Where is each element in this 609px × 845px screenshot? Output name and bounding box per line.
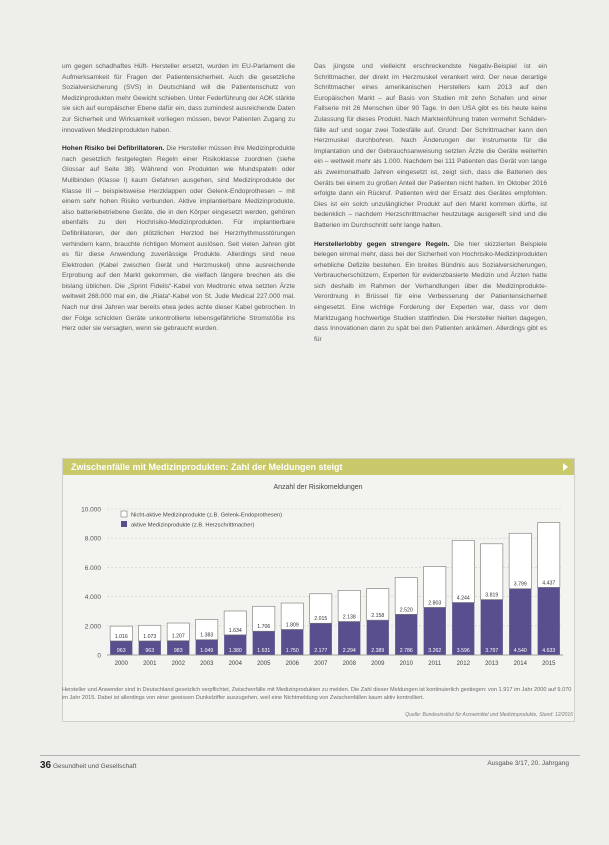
footer-divider <box>40 755 580 756</box>
right-text-column <box>314 62 547 345</box>
subheading: Hohen Risiko bei Defibrillatoren. <box>62 145 165 153</box>
footer-right: Ausgabe 3/17, 20. Jahrgang <box>487 760 569 767</box>
x-tick-label: 2004 <box>228 661 242 667</box>
data-label-nonactive: 2.520 <box>399 607 413 614</box>
chart-title: Anzahl der Risikomeldungen <box>273 484 363 491</box>
x-tick-label: 2012 <box>456 661 470 667</box>
data-label-active: 1.631 <box>257 648 271 654</box>
legend-swatch-active <box>121 521 127 527</box>
paragraph-text: Die Hersteller müssen ihre Medizinprodukte nach gesetzlich festgelegten Regeln einer Risikoklasse zuordnen (siehe Glossar auf Seite 38). Während von Produkten wie Mundspateln oder Mullbinden (Klasse I) kaum Gefahren ausgehen, sind Medizinprodukte der Klasse III – beispielsweise Herzklappen oder Gelenk-Endoprothesen – mit einem sehr hohen Risiko verbunden. Aktive implantierbare Medizinprodukte, also batteriebetriebene Geräte, die in den Körper eingesetzt werden, gehören ebenfalls zu den Hochrisiko-Medizinprodukten. Für implantierbare Defibrillatoren, der den plötzlichen Herztod bei Herzrhythmusstörungen verhindern kann, brauchte richtigen Moment auslösen. Seit vielen Jahren gibt es für diese Anwendung zuverlässige Produkte. Allerdings sind neue Elektroden (Kabel zwischen Gerät und Herzmuskel) ohne ausreichende Erprobung auf den Markt gekommen, die vielfach längere brechen als die bislang üblichen. Die „Sprint Fidelis“-Kabel von Medtronic etwa setzten Ärzte weltweit 268.000 mal ein, die „Riata“-Kabel von St. Jude Medical 227.000 mal. Nach nur drei Jahren war bereits etwa jedes achte dieser Kabel gebrochen. In der Folge schickten Geräte unkontrollierte lebensgefährliche Stromstöße ins Herz oder sie versagten, wenn sie gebraucht wurden. <box>62 145 296 333</box>
y-tick-label: 4.000 <box>84 594 101 602</box>
legend-label-active: aktive Medizinprodukte (z.B. Herzschrittmacher) <box>131 522 255 529</box>
y-tick-label: 10.000 <box>81 506 101 514</box>
arrow-right-icon <box>563 463 568 471</box>
chart-panel <box>62 458 575 722</box>
legend-label-nonactive: Nicht-aktive Medizinprodukte (z.B. Gelenk-Endoprothesen) <box>131 512 283 519</box>
data-label-nonactive: 4.437 <box>542 580 556 587</box>
panel-title <box>63 459 574 475</box>
bar-nonactive-2013 <box>481 544 503 600</box>
data-label-nonactive: 2.015 <box>314 616 328 623</box>
data-label-active: 4.633 <box>542 648 556 654</box>
x-tick-label: 2009 <box>371 661 385 667</box>
x-tick-label: 2003 <box>200 661 214 667</box>
left-text-column <box>62 62 295 335</box>
data-label-nonactive: 1.073 <box>143 633 157 640</box>
data-label-active: 963 <box>145 648 155 654</box>
bar-nonactive-2012 <box>452 541 474 603</box>
source-note: Quelle: Bundesinstitut für Arzneimittel und Medizinprodukte, Stand: 12/2016 <box>405 712 573 718</box>
chart-caption <box>62 686 573 702</box>
data-label-nonactive: 1.383 <box>200 632 214 639</box>
x-tick-label: 2014 <box>513 661 527 667</box>
x-tick-label: 2005 <box>257 661 271 667</box>
paragraph: um gegen schadhaftes Hüft- Hersteller ersetzt, wurden im EU-Parlament die Aufmerksamkeit für Fragen der Patientensicherheit. Auch die gesetzliche Sozialversicherung (SVS) in Deutschland will die Patientenschutz von Medizinprodukten mehr Gewicht schieben. Unter Federführung der AOK stärkte sie sich auf europäischer Ebene dafür ein, dass zumindest ausreichende Daten zur Sicherheit und Wirksamkeit vorliegen müssen, bevor Patienten Zugang zu innovativen Medizinprodukten haben. <box>62 63 295 134</box>
data-label-active: 2.389 <box>371 648 385 654</box>
data-label-active: 1.750 <box>285 648 299 654</box>
subheading: Herstellerlobby gegen strengere Regeln. <box>314 240 450 248</box>
y-tick-label: 0 <box>97 652 101 660</box>
data-label-nonactive: 3.819 <box>485 592 499 599</box>
data-label-nonactive: 1.016 <box>114 633 128 640</box>
y-tick-label: 8.000 <box>84 535 101 543</box>
panel-title-text: Zwischenfälle mit Medizinprodukten: Zahl der Meldungen steigt <box>71 462 343 472</box>
data-label-active: 3.596 <box>456 648 470 654</box>
paragraph <box>314 240 547 346</box>
data-label-nonactive: 2.158 <box>371 613 385 620</box>
bar-active-2013 <box>481 600 503 655</box>
data-label-active: 2.294 <box>342 648 356 654</box>
x-tick-label: 2008 <box>342 661 356 667</box>
bar-active-2015 <box>538 587 560 655</box>
x-tick-label: 2010 <box>399 661 413 667</box>
data-label-nonactive: 2.138 <box>342 614 356 621</box>
data-label-active: 3.797 <box>485 648 499 654</box>
bar-chart <box>63 475 574 685</box>
x-tick-label: 2011 <box>428 661 442 667</box>
data-label-nonactive: 1.809 <box>285 622 299 629</box>
y-tick-label: 6.000 <box>84 564 101 572</box>
x-tick-label: 2006 <box>285 661 299 667</box>
data-label-active: 983 <box>173 648 183 654</box>
publication-name: Gesundheit und Gesellschaft <box>52 763 137 770</box>
data-label-nonactive: 2.803 <box>428 600 442 607</box>
paragraph-text: Die hier skizzierten Beispiele belegen einmal mehr, dass bei der Sicherheit von Hochrisiko-Medizinprodukten erhebliche Defizite bestehen. Ein breites Bündnis aus Sozialversicherungen, Verbraucherschützern, Experten für evidenzbasierte Medizin und Ärzten hatte sich deshalb im Rahmen der Verhandlungen über die Medizinprodukte-Verordnung in Brüssel für eine Verbesserung der Patientensicherheit eingesetzt. Eine wichtige Forderung der Experten war, dass vor dem Marktzugang hochwertige Studien stattfinden. Die Hersteller hielten dagegen, dass Innovationen dann zu spät bei den Patienten ankämen. Allerdings gibt es für <box>314 240 547 343</box>
x-tick-label: 2015 <box>542 661 556 667</box>
data-label-active: 2.177 <box>314 648 328 654</box>
page-number: 36 <box>40 760 52 771</box>
data-label-active: 1.049 <box>200 648 214 654</box>
x-tick-label: 2000 <box>114 661 128 667</box>
footer-left <box>40 760 136 771</box>
bar-active-2014 <box>509 589 531 655</box>
data-label-nonactive: 3.799 <box>513 581 527 588</box>
data-label-nonactive: 1.706 <box>257 624 271 631</box>
legend-swatch-nonactive <box>121 511 127 517</box>
paragraph <box>62 144 295 335</box>
data-label-active: 4.540 <box>513 648 527 654</box>
bar-nonactive-2015 <box>538 523 560 588</box>
y-tick-label: 2.000 <box>84 623 101 631</box>
data-label-active: 3.262 <box>428 648 442 654</box>
x-tick-label: 2002 <box>171 661 185 667</box>
bar-nonactive-2014 <box>509 533 531 588</box>
data-label-active: 1.380 <box>228 648 242 654</box>
caption-text: Hersteller und Anwender sind in Deutschland gesetzlich verpflichtet, Zwischenfälle mit Medizinprodukten zu melden. Die Zahl dieser Meldungen ist kontinuierlich gestiegen: von 1.917 im Jahr 2000 auf 9.070 im Jahr 2015. Dabei ist allerdings von einer gewissen Dunkelziffer auszugehen, weil eine Nichtmeldung von Zwischenfällen kaum aktiv kontrolliert. <box>62 687 572 701</box>
data-label-nonactive: 1.207 <box>171 633 185 640</box>
data-label-nonactive: 1.634 <box>228 627 242 634</box>
x-tick-label: 2013 <box>485 661 499 667</box>
data-label-active: 2.786 <box>399 648 413 654</box>
data-label-nonactive: 4.244 <box>456 595 470 602</box>
x-tick-label: 2007 <box>314 661 328 667</box>
x-tick-label: 2001 <box>143 661 157 667</box>
paragraph: Das jüngste und vielleicht erschreckendste Negativ-Beispiel ist ein Schrittmacher, der direkt im Herzmuskel verankert wird. Der neue derartige Schrittmacher eines amerikanischen Herstellers kam 2013 auf den Europäischen Markt – auf Basis von Studien mit zehn Schafen und einer Fallserie mit 26 Menschen über 90 Tage. In den USA gibt es bis heute keine Zulassung für dieses Produkt. Nach Markteinführung traten vermehrt Schäden-fälle auf und sogar zwei Todesfälle auf. Grund: Der Schrittmacher kann den Herzmuskel durchbohren. Nach Änderungen der Instrumente für die Implantation und der Gebrauchsanweisung setzten Ärzte die Geräte weiterhin ein – weltweit mehr als 1.000. Nachdem bei 111 Patienten das Gerät von lange als zweimonathalb Jahren eingesetzt ist, zeigt sich, dass die Batterien des Geräts bei einem zu großen Anteil der Patienten nicht halten. Im Oktober 2016 erfolgte dann ein Rückruf. Patienten wird der Ersatz des Gerätes empfohlen. Dies ist ein solch unzulänglicher Produkt auf den Markt kommen dürfte, ist bedenklich – nachdem Herzschrittmacher heutzutage ausgereift sind und die Batterien im Durchschnitt sehr lange halten. <box>314 63 547 229</box>
data-label-active: 963 <box>116 648 126 654</box>
